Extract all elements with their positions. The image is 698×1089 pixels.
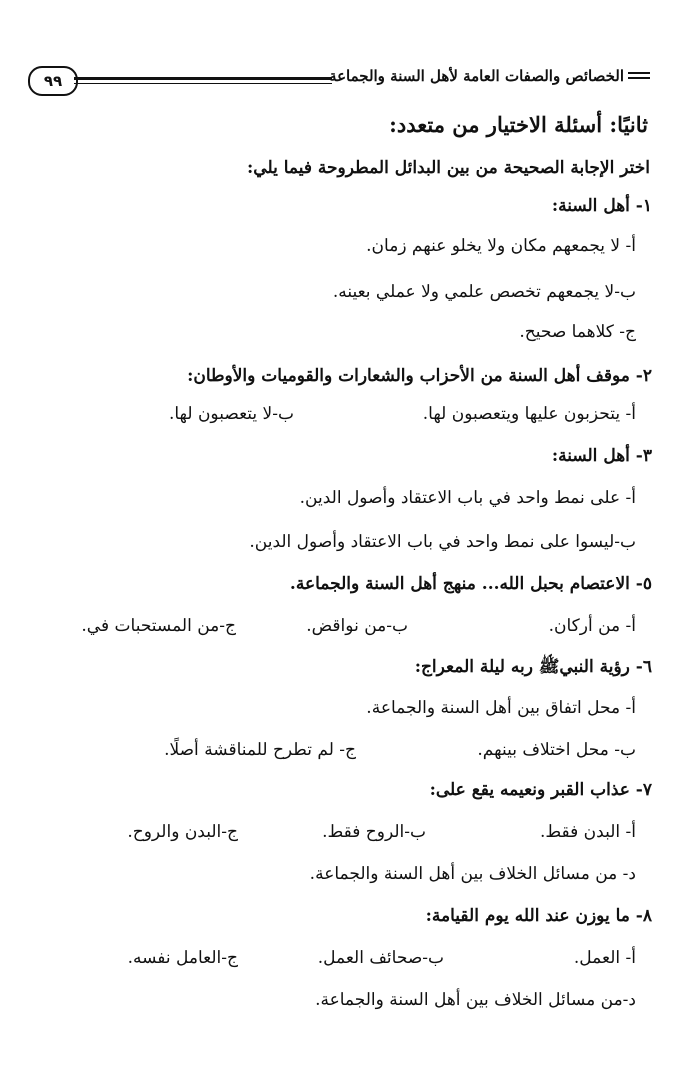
option: أ- من أركان. bbox=[548, 616, 636, 636]
option: ب-لا يجمعهم تخصص علمي ولا عملي بعينه. bbox=[332, 282, 636, 302]
question-stem: ٦- رؤية النبيﷺ ربه ليلة المعراج: bbox=[414, 657, 652, 677]
option: أ- البدن فقط. bbox=[540, 822, 636, 842]
option: أ- لا يجمعهم مكان ولا يخلو عنهم زمان. bbox=[366, 236, 636, 256]
header-ornament bbox=[628, 72, 650, 82]
option: أ- على نمط واحد في باب الاعتقاد وأصول الدين. bbox=[299, 488, 636, 508]
running-header bbox=[28, 60, 650, 100]
option: ج-العامل نفسه. bbox=[127, 948, 238, 968]
question-stem: ٧- عذاب القبر ونعيمه يقع على: bbox=[429, 780, 652, 800]
section-title: ثانيًا: أسئلة الاختيار من متعدد: bbox=[389, 112, 648, 137]
header-rule-thin bbox=[74, 83, 332, 84]
option: أ- محل اتفاق بين أهل السنة والجماعة. bbox=[366, 698, 636, 718]
option: ب-ليسوا على نمط واحد في باب الاعتقاد وأصول الدين. bbox=[249, 532, 636, 552]
option: ب-لا يتعصبون لها. bbox=[168, 404, 294, 424]
option: ب-صحائف العمل. bbox=[317, 948, 444, 968]
question-stem: ٨- ما يوزن عند الله يوم القيامة: bbox=[425, 906, 652, 926]
option: ب-من نواقض. bbox=[306, 616, 408, 636]
option: أ- العمل. bbox=[573, 948, 636, 968]
option: ج-من المستحبات في. bbox=[81, 616, 236, 636]
option: ج- كلاهما صحيح. bbox=[519, 322, 636, 342]
question-stem: ٢- موقف أهل السنة من الأحزاب والشعارات والقوميات والأوطان: bbox=[187, 366, 652, 386]
instruction: اختر الإجابة الصحيحة من بين البدائل المطروحة فيما يلي: bbox=[247, 158, 650, 178]
option: ج- لم تطرح للمناقشة أصلًا. bbox=[164, 740, 356, 760]
question-stem: ٥- الاعتصام بحبل الله... منهج أهل السنة والجماعة. bbox=[289, 574, 652, 594]
option: ب-الروح فقط. bbox=[322, 822, 426, 842]
page-number: ٩٩ bbox=[28, 66, 78, 96]
option: د- من مسائل الخلاف بين أهل السنة والجماعة. bbox=[309, 864, 636, 884]
option: أ- يتحزبون عليها ويتعصبون لها. bbox=[422, 404, 636, 424]
question-stem: ١- أهل السنة: bbox=[551, 196, 652, 216]
option: ب- محل اختلاف بينهم. bbox=[477, 740, 636, 760]
option: ج-البدن والروح. bbox=[127, 822, 238, 842]
running-title: الخصائص والصفات العامة لأهل السنة والجماعة bbox=[329, 67, 624, 85]
option: د-من مسائل الخلاف بين أهل السنة والجماعة. bbox=[315, 990, 636, 1010]
header-rule bbox=[74, 77, 332, 80]
question-stem: ٣- أهل السنة: bbox=[551, 446, 652, 466]
